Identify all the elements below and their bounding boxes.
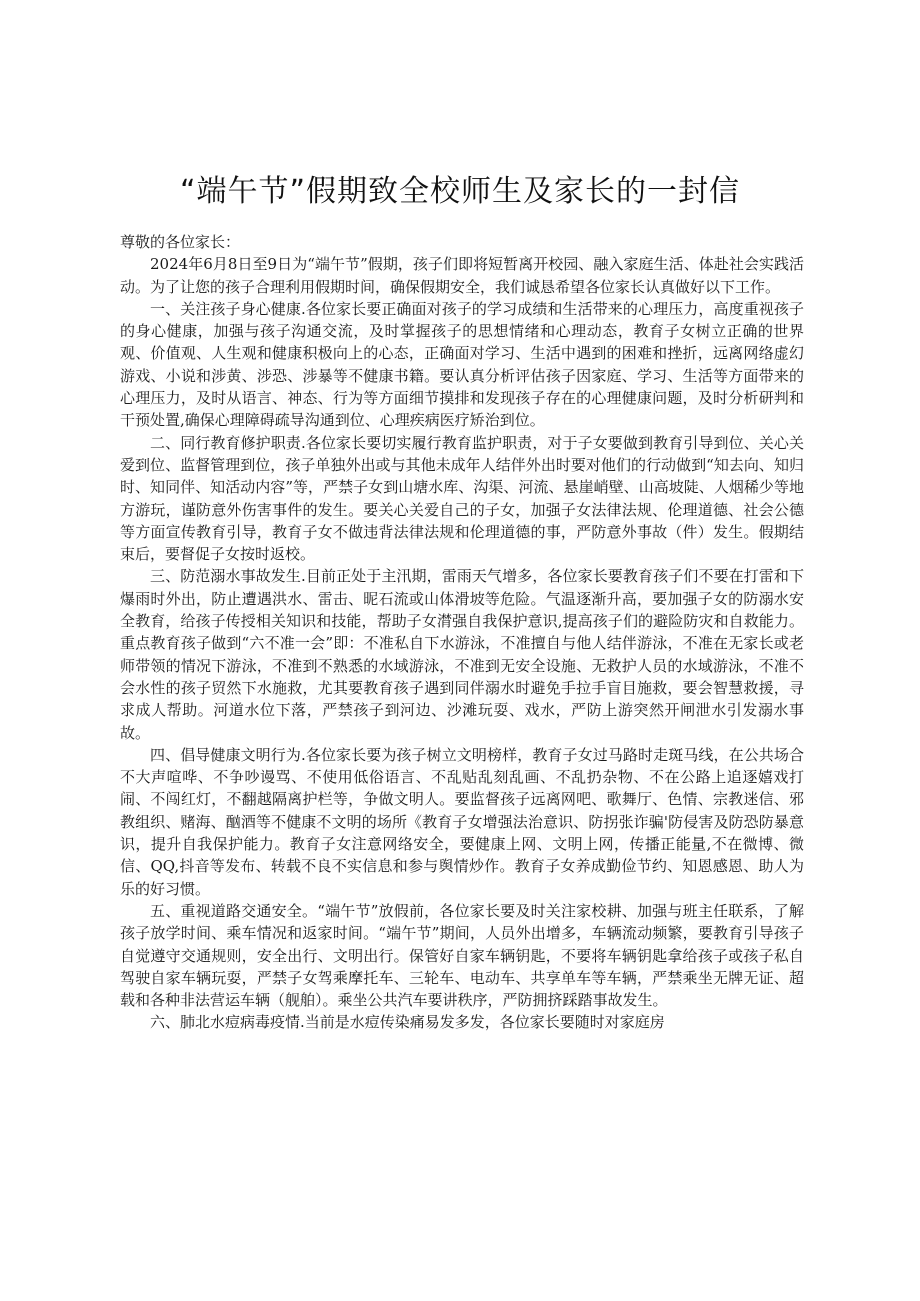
paragraph-traffic-safety: 五、重视道路交通安全。“端午节”放假前，各位家长要及时关注家校耕、加强与班主任联系，了解孩子放学时间、乘车情况和返家时间。“端午节”期间，人员外出增多，车辆流动频繁，要教育引导孩子自觉遵守交通规则，安全出行、文明出行。保管好自家车辆钥匙，不要将车辆钥匙拿给孩子或孩子私自驾驶自家车辆玩耍，严禁子女驾乘摩托车、三轮车、电动车、共享单车等车辆，严禁乘坐无牌无证、超载和各种非法营运车辆（舰舶）。乘坐公共汽车要讲秩序，严防拥挤踩踏事故发生。	[120, 901, 804, 1010]
salutation: 尊敬的各位家长：	[120, 233, 241, 251]
page-title: “端午节”假期致全校师生及家长的一封信	[179, 174, 741, 209]
paragraph-drowning-prevention: 三、防范溺水事故发生.目前正处于主汛期，雷雨天气增多，各位家长要教育孩子们不要在打雷和下爆雨时外出，防止遭遇洪水、雷击、昵石流或山体滑坡等危险。气温逐渐升高，要加强子女的防溺水安全教育，给孩子传授相关知识和技能，帮助子女潸强自我保护意识,提高孩子们的避险防灾和自救能力。重点教育孩子做到“六不准一会”即：不准私自下水游泳，不准擅自与他人结伴游泳，不准在无家长或老师带领的情况下游泳，不准到不熟悉的水域游泳，不准到无安全设施、无救护人员的水域游泳，不准不会水性的孩子贸然下水施救，尤其要教育孩子遇到同伴溺水时避免手拉手盲目施救，要会智慧救援，寻求成人帮助。河道水位下落，严禁孩子到河边、沙滩玩耍、戏水，严防上游突然开闸泄水引发溺水事故。	[120, 567, 804, 742]
paragraph-epidemic: 六、肺北水痘病毒疫情.当前是水痘传染痛易发多发，各位家长要随时对家庭房	[150, 1013, 665, 1032]
letter-body	[120, 231, 804, 1034]
paragraph-guardianship: 二、同行教育修护职责.各位家长要切实履行教育监护职责，对于子女要做到教育引导到位、关心关爱到位、监督管理到位，孩子单独外出或与其他未成年人结伴外出时要对他们的行动做到“知去向、知归时、知同伴、知活动内容”等，严禁子女到山塘水库、沟渠、河流、悬崖峭壁、山高坡陡、人烟稀少等地方游玩，谨防意外伤害事件的发生。要关心关爱自己的子女，加强子女法律法规、伦理道德、社会公德等方面宣传教育引导，教育子女不做违背法律法规和伦理道德的事，严防意外事故（件）发生。假期结束后，要督促子女按时返校。	[120, 433, 804, 564]
paragraph-mental-health: 一、关注孩子身心健康.各位家长要正确面对孩子的学习成绩和生活带来的心理压力，高度重视孩子的身心健康，加强与孩子沟通交流，及时掌握孩子的思想情绪和心理动态，教育子女树立正确的世界观、价值观、人生观和健康积极向上的心态，正确面对学习、生活中遇到的困难和挫折，远离网络虚幻游戏、小说和涉黄、涉恐、涉暴等不健康书籍。要认真分析评估孩子因家庭、学习、生活等方面带来的心理压力，及时从语言、神态、行为等方面细节摸排和发现孩子存在的心理健康问题，及时分析研判和干预处置,确保心理障碍疏导沟通到位、心理疾病医疗矫治到位。	[120, 299, 804, 430]
paragraph-civilized-behavior: 四、倡导健康文明行为.各位家长要为孩子树立文明榜样，教育子女过马路时走斑马线，在公共场合不大声喧哗、不争吵谩骂、不使用低俗语言、不乱贴乱刻乱画、不乱扔杂物、不在公路上追逐嬉戏打闹、不闯红灯，不翻越隔离护栏等，争做文明人。要监督孩子远离网吧、歌舞厅、色情、宗教迷信、邪教组织、赌海、酗酒等不健康不文明的场所《教育子女增强法治意识、防拐张诈骗'防侵害及防恐防暴意识，提升自我保护能力。教育子女注意网络安全，要健康上网、文明上网，传播正能量,不在微博、微信、QQ,抖音等发布、转载不良不实信息和参与舆情炒作。教育子女养成勤俭节约、知恩感恩、助人为乐的好习惯。	[120, 745, 804, 898]
paragraph-intro: 2024年6月8日至9日为“端午节”假期，孩子们即将短暂离开校园、融入家庭生活、体赴社会实践活动。为了让您的孩子合理利用假期时间，确保假期安全，我们诚恳希望各位家长认真做好以下工作。	[120, 255, 804, 296]
